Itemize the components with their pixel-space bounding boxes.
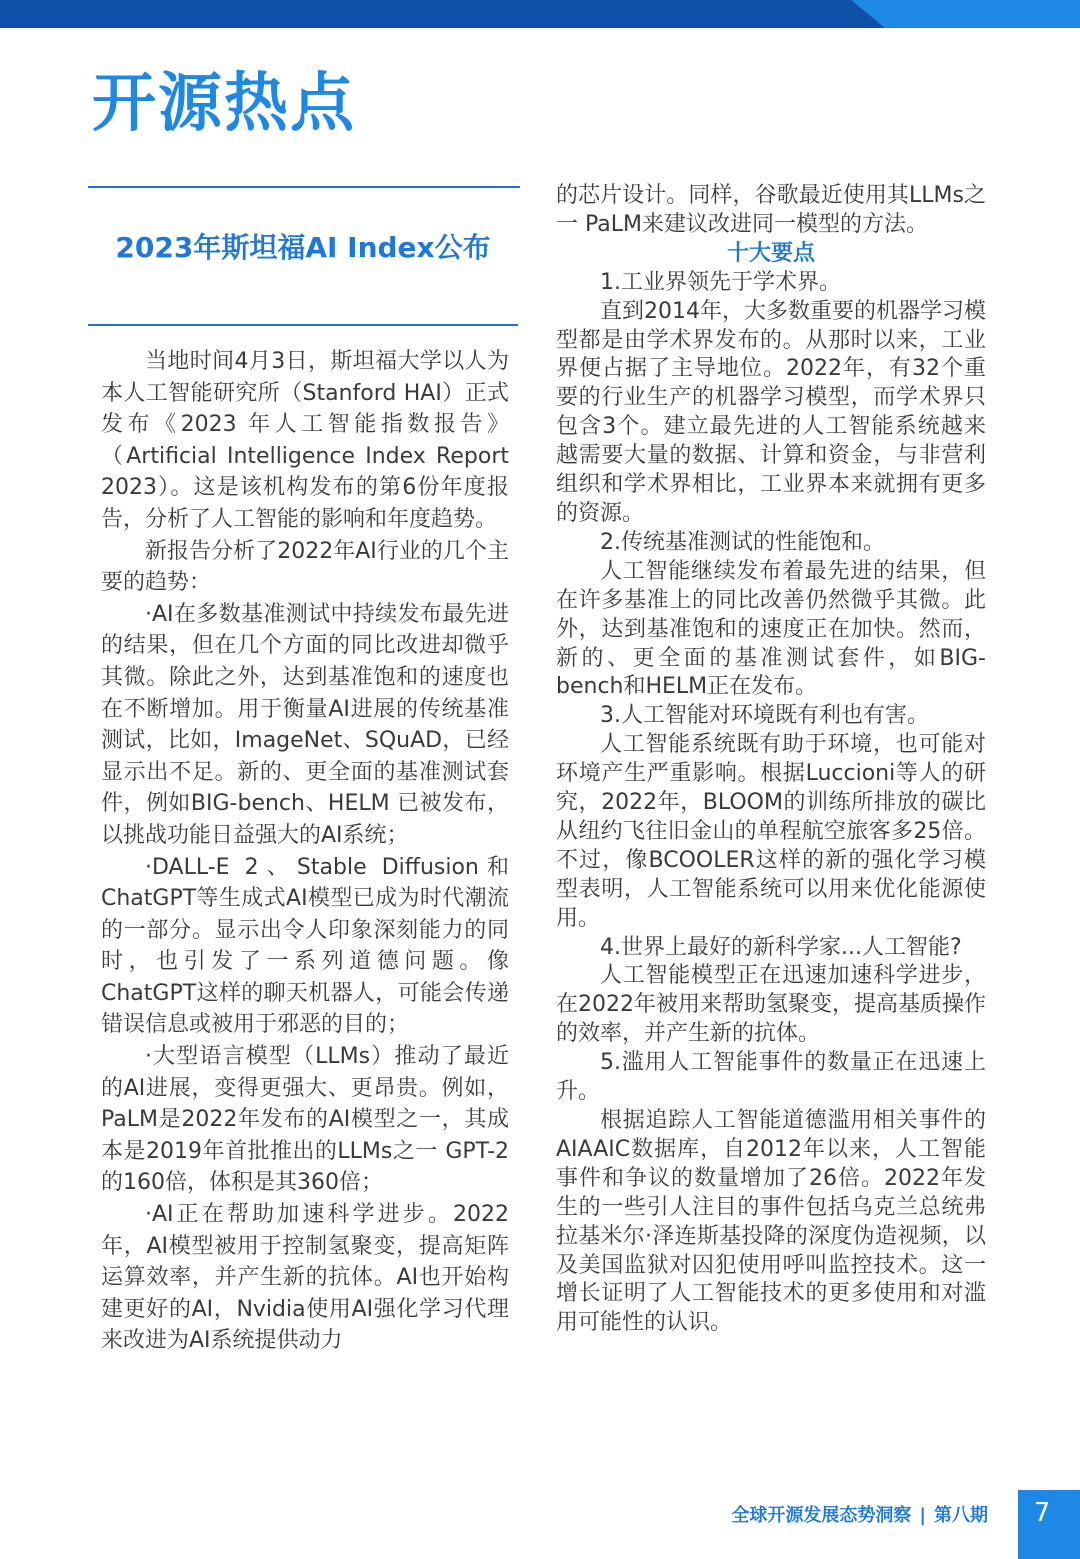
intro-paragraph: 当地时间4月3日，斯坦福大学以人为本人工智能研究所（Stanford HAI）正式发布《2023 年人工智能指数报告》（Artificial Intelligence Index Report 2023）。这是该机构发布的第6份年度报告，分析了人工智能的影响和年度趋势。 <box>101 349 509 532</box>
key-point-title: 5.滥用人工智能事件的数量正在迅速上升。 <box>556 1050 986 1105</box>
footer-issue: 第八期 <box>934 1505 988 1526</box>
key-point-title: 4.世界上最好的新科学家...人工智能? <box>600 934 962 960</box>
left-column <box>101 346 509 1357</box>
page-number: 7 <box>1033 1498 1051 1528</box>
page-number-box <box>1018 1490 1080 1559</box>
trend-item: ·AI正在帮助加速科学进步。2022年，AI模型被用于控制氢聚变，提高矩阵运算效率，并产生新的抗体。AI也开始构建更好的AI，Nvidia使用AI强化学习代理来改进为AI系统提供动力 <box>101 1202 509 1354</box>
footer-publication-name: 全球开源发展态势洞察 <box>731 1505 912 1526</box>
key-point-body: 直到2014年，大多数重要的机器学习模型都是由学术界发布的。从那时以来，工业界便占据了主导地位。2022年，有32个重要的行业生产的机器学习模型，而学术界只包含3个。建立最先进的人工智能系统越来越需要大量的数据、计算和资金，与非营利组织和学术界相比，工业界本来就拥有更多的资源。 <box>556 298 986 526</box>
key-point-body: 人工智能继续发布着最先进的结果，但在许多基准上的同比改善仍然微乎其微。此外，达到基准饱和的速度正在加快。然而，新的、更全面的基准测试套件，如BIG-bench和HELM正在发布。 <box>556 558 986 700</box>
continuation-paragraph: 的芯片设计。同样，谷歌最近使用其LLMs之一 PaLM来建议改进同一模型的方法。 <box>556 183 986 237</box>
key-point-body: 根据追踪人工智能道德滥用相关事件的AIAAIC数据库，自2012年以来，人工智能事件和争议的数量增加了26倍。2022年发生的一些引人注目的事件包括乌克兰总统弗拉基米尔·泽连斯基投降的深度伪造视频，以及美国监狱对囚犯使用呼叫监控技术。这一增长证明了人工智能技术的更多使用和对滥用可能性的认识。 <box>556 1108 986 1336</box>
trend-item: ·DALL-E 2、Stable Diffusion和ChatGPT等生成式AI模型已成为时代潮流的一部分。显示出令人印象深刻能力的同时，也引发了一系列道德问题。像ChatGPT这样的聊天机器人，可能会传递错误信息或被用于邪恶的目的； <box>101 854 509 1038</box>
section-rule-bottom <box>88 324 518 326</box>
key-point-title: 2.传统基准测试的性能饱和。 <box>600 529 885 555</box>
trend-item: ·AI在多数基准测试中持续发布最先进的结果，但在几个方面的同比改进却微乎其微。除此之外，达到基准饱和的速度也在不断增加。用于衡量AI进展的传统基准测试，比如，ImageNet、SQuAD，已经显示出不足。新的、更全面的基准测试套件，例如BIG-bench、HELM 已被发布，以挑战功能日益强大的AI系统； <box>101 601 509 848</box>
footer-separator: | <box>919 1505 926 1526</box>
section-rule-top <box>88 186 520 188</box>
footer-publication-info <box>731 1501 988 1527</box>
section-title: 2023年斯坦福AI Index公布 <box>115 231 491 264</box>
key-points-heading: 十大要点 <box>726 240 815 266</box>
right-column <box>556 182 986 1338</box>
page-title: 开源热点 <box>92 67 356 141</box>
trend-item: ·大型语言模型（LLMs）推动了最近的AI进展，变得更强大、更昂贵。例如，PaLM是2022年发布的AI模型之一，其成本是2019年首批推出的LLMs之一 GPT-2的160倍，体积是其360倍； <box>101 1044 509 1196</box>
key-point-body: 人工智能系统既有助于环境，也可能对环境产生严重影响。根据Luccioni等人的研究，2022年，BLOOM的训练所排放的碳比从纽约飞往旧金山的单程航空旅客多25倍。不过，像BCOOLER这样的新的强化学习模型表明，人工智能系统可以用来优化能源使用。 <box>556 732 986 931</box>
key-point-body: 人工智能模型正在迅速加速科学进步，在2022年被用来帮助氢聚变，提高基质操作的效率，并产生新的抗体。 <box>556 963 986 1047</box>
key-point-title: 3.人工智能对环境既有利也有害。 <box>600 703 929 729</box>
key-point-title: 1.工业界领先于学术界。 <box>600 269 841 295</box>
trends-intro-paragraph: 新报告分析了2022年AI行业的几个主要的趋势： <box>101 538 509 596</box>
